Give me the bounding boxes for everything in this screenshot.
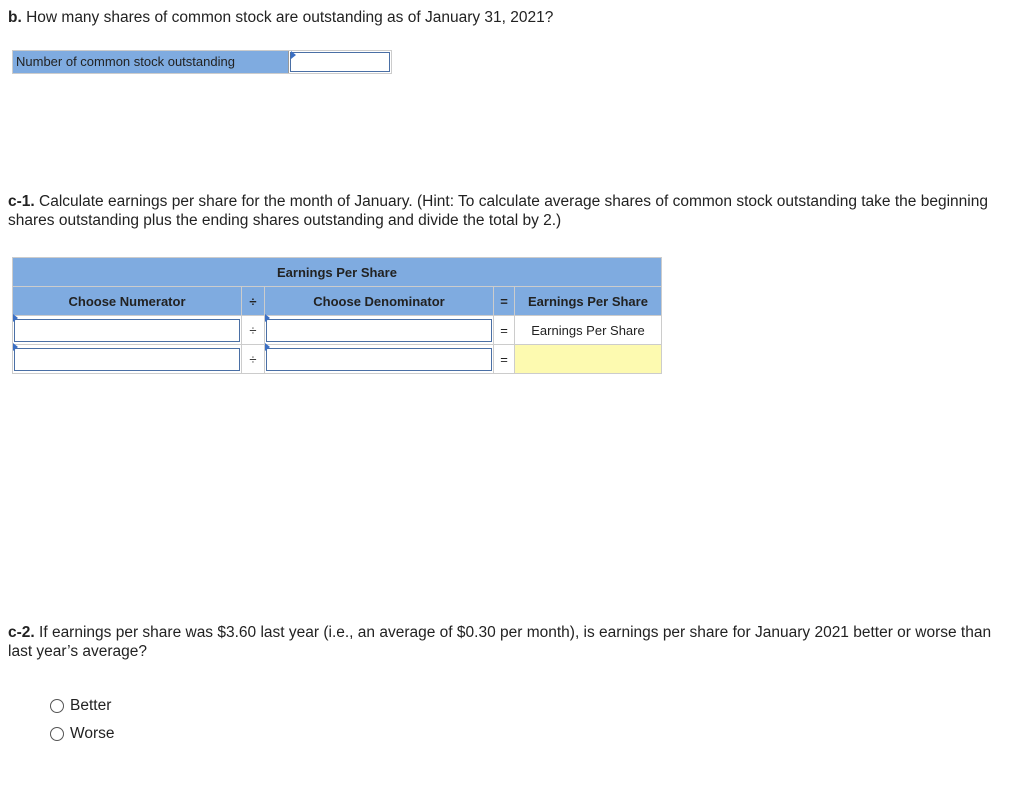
radio-label: Worse	[70, 725, 115, 742]
equals-sign: =	[494, 316, 515, 345]
shares-outstanding-table	[12, 50, 392, 74]
question-number: b.	[8, 9, 22, 26]
question-b	[8, 8, 1008, 27]
radio-circle-icon[interactable]	[50, 699, 64, 713]
question-text: How many shares of common stock are outstanding as of January 31, 2021?	[21, 9, 554, 26]
shares-outstanding-label: Number of common stock outstanding	[13, 51, 289, 73]
question-c2	[8, 623, 1008, 661]
question-c1	[8, 192, 1008, 230]
radio-label: Better	[70, 697, 112, 714]
input-flag-icon	[291, 51, 296, 59]
input-flag-icon	[265, 343, 270, 351]
table-row	[13, 345, 662, 374]
divide-sign: ÷	[242, 345, 265, 374]
question-number: c-2.	[8, 624, 35, 641]
eps-table	[12, 257, 662, 374]
header-equals: =	[494, 287, 515, 316]
numerator-select[interactable]	[13, 316, 242, 345]
question-number: c-1.	[8, 193, 35, 210]
header-result: Earnings Per Share	[515, 287, 662, 316]
divide-sign: ÷	[242, 316, 265, 345]
denominator-input[interactable]	[265, 345, 494, 374]
input-flag-icon	[265, 314, 270, 322]
input-flag-icon	[13, 314, 18, 322]
header-numerator: Choose Numerator	[13, 287, 242, 316]
question-text: Calculate earnings per share for the month of January. (Hint: To calculate average shares of common stock outstanding take the beginning shares outstanding plus the ending shares outstanding and divide the total by 2.)	[8, 193, 988, 229]
numerator-input[interactable]	[13, 345, 242, 374]
denominator-select[interactable]	[265, 316, 494, 345]
question-text: If earnings per share was $3.60 last year (i.e., an average of $0.30 per month), is earnings per share for January 2021 better or worse than last year’s average?	[8, 624, 992, 660]
equals-sign: =	[494, 345, 515, 374]
eps-table-title: Earnings Per Share	[13, 258, 662, 287]
header-denominator: Choose Denominator	[265, 287, 494, 316]
result-label: Earnings Per Share	[515, 316, 662, 345]
radio-better[interactable]	[50, 697, 111, 715]
eps-result-cell	[515, 345, 662, 374]
radio-circle-icon[interactable]	[50, 727, 64, 741]
table-row	[13, 316, 662, 345]
shares-outstanding-input[interactable]	[290, 52, 390, 72]
header-divide: ÷	[242, 287, 265, 316]
radio-worse[interactable]	[50, 725, 115, 743]
input-flag-icon	[13, 343, 18, 351]
